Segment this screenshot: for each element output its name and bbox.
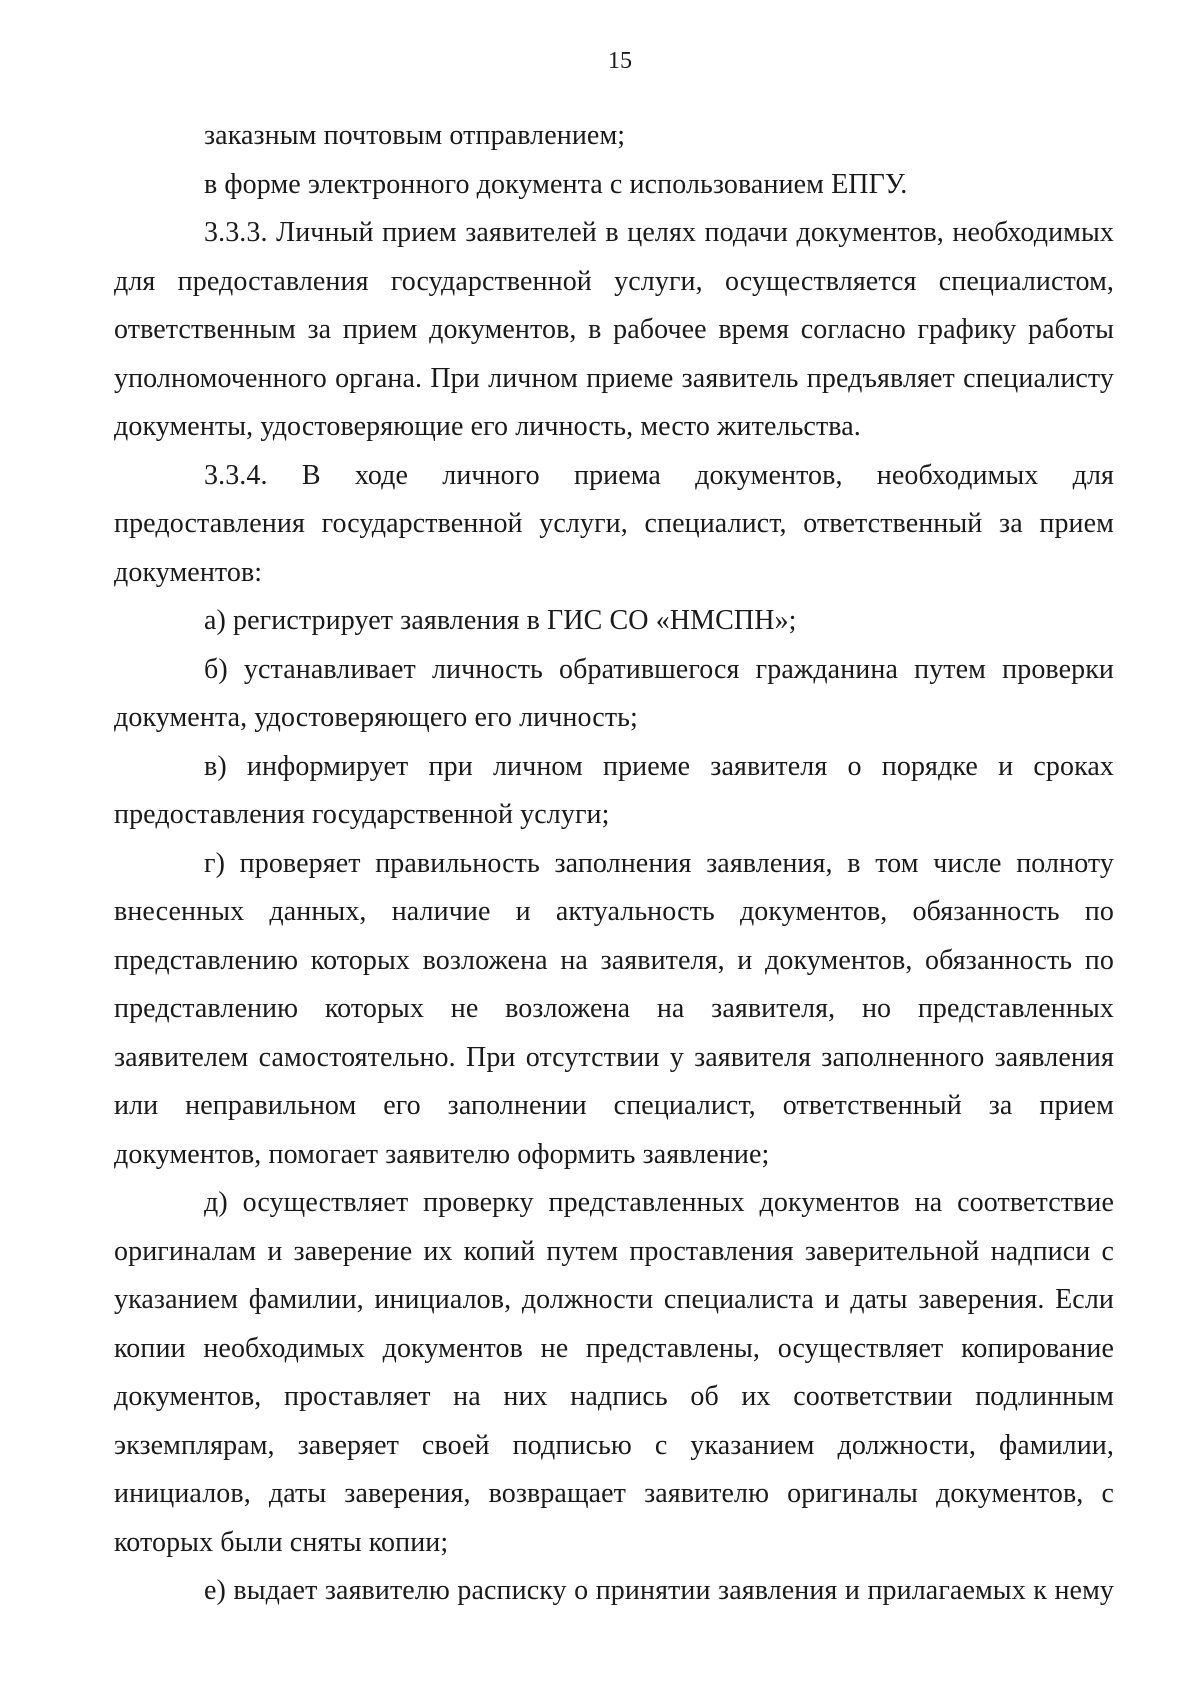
list-item-v: в) информирует при личном приеме заявителя о порядке и сроках предоставления государственной услуги;: [114, 750, 1114, 830]
paragraph-delivery-mail: заказным почтовым отправлением;: [204, 120, 626, 151]
paragraph-delivery-electronic: в форме электронного документа с использованием ЕПГУ.: [204, 168, 908, 200]
list-item-e: е) выдает заявителю расписку о принятии заявления и прилагаемых к нему: [204, 1575, 1114, 1606]
list-item-g: г) проверяет правильность заполнения заявления, в том числе полноту внесенных данных, наличие и актуальность документов, обязанность по представлению которых возложена на заявителя, и документов, обязанность по представлению которых не возложена на заявителя, но представленных заявителем самостоятельно. При отсутствии у заявителя заполненного заявления или неправильном его заполнении специалист, ответственный за прием документов, помогает заявителю оформить заявление;: [114, 847, 1114, 1170]
list-item-a: а) регистрирует заявления в ГИС СО «НМСПН»;: [204, 605, 797, 636]
list-item-b: б) устанавливает личность обратившегося гражданина путем проверки документа, удостоверяющего его личность;: [114, 653, 1114, 733]
paragraph-3-3-4: 3.3.4. В ходе личного приема документов, необходимых для предоставления государственной услуги, специалист, ответственный за прием документов:: [114, 459, 1114, 588]
page-number: 15: [608, 48, 632, 74]
document-body: [114, 112, 1114, 1616]
paragraph-3-3-3: 3.3.3. Личный прием заявителей в целях подачи документов, необходимых для предоставления государственной услуги, осуществляется специалистом, ответственным за прием документов, в рабочее время согласно графику работы уполномоченного органа. При личном приеме заявитель предъявляет специалисту документы, удостоверяющие его личность, место жительства.: [114, 217, 1114, 442]
list-item-d: д) осуществляет проверку представленных документов на соответствие оригиналам и заверение их копий путем проставления заверительной надписи с указанием фамилии, инициалов, должности специалиста и даты заверения. Если копии необходимых документов не представлены, осуществляет копирование документов, проставляет на них надпись об их соответствии подлинным экземплярам, заверяет своей подписью с указанием должности, фамилии, инициалов, даты заверения, возвращает заявителю оригиналы документов, с которых были сняты копии;: [114, 1187, 1114, 1558]
